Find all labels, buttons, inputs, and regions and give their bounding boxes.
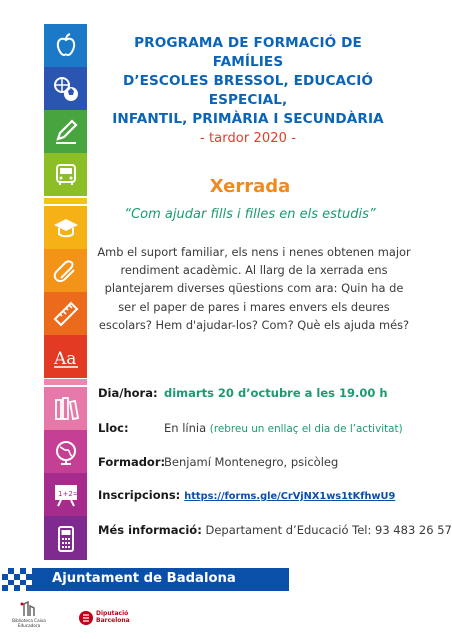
checker-pattern (2, 568, 32, 591)
talk-kind: Xerrada (209, 176, 291, 197)
season: - tardor 2020 - (199, 131, 297, 146)
signup-link[interactable]: https://forms.gle/CrVjNX1ws1tKfhwU9 (184, 491, 396, 502)
graduation-cap-icon (44, 206, 87, 249)
program-title-line-3: INFANTIL, PRIMÀRIA I SECUNDÀRIA (112, 111, 384, 127)
signup-label: Inscripcions: (98, 488, 181, 502)
svg-text:Aa: Aa (53, 348, 76, 369)
date-value: dimarts 20 d’octubre a les 19.00 h (164, 386, 388, 400)
program-title-line-2: D’ESCOLES BRESSOL, EDUCACIÓ ESPECIAL, (122, 73, 374, 108)
globe-icon (44, 430, 87, 473)
apple-icon (44, 24, 87, 67)
place-row (98, 421, 403, 435)
library-logo-icon (12, 600, 46, 618)
library-logo-text: Biblioteca Caixa Educadora (12, 618, 46, 628)
school-bus-icon (44, 153, 87, 196)
diputacio-logo-text: Diputació Barcelona (96, 610, 130, 624)
place-value: En línia (164, 421, 207, 435)
talk-title: “Com ajudar fills i filles en els estudis” (124, 207, 376, 222)
svg-text:1+2=: 1+2= (57, 489, 79, 498)
pencil-icon (44, 110, 87, 153)
font-aa-icon (44, 335, 87, 378)
talk-description: Amb el suport familiar, els nens i nenes obtenen major rendiment acadèmic. Al llarg de la xerrada ens plantejarem diverses qüestions com ara: Quin ha de ser el paper de pares i mares envers els deures escolars? Hem d'ajudar-los? Com? Què els ajuda més? (97, 245, 411, 332)
diputacio-logo-icon (78, 610, 94, 626)
date-label: Dia/hora: (98, 386, 158, 400)
paperclip-icon (44, 249, 87, 292)
blackboard-icon (44, 473, 87, 516)
trainer-row (98, 455, 339, 469)
more-info-value: Departament d’Educació Tel: 93 483 26 57 (205, 523, 452, 537)
trainer-label: Formador: (98, 455, 166, 469)
signup-row (98, 488, 395, 502)
date-row (98, 386, 388, 400)
more-info-row (98, 523, 452, 537)
diputacio-logo (78, 600, 138, 634)
place-label: Lloc: (98, 421, 129, 435)
more-info-label: Més informació: (98, 523, 202, 537)
calculator-icon (44, 517, 87, 560)
color-bar-yellow (44, 198, 87, 204)
program-title (98, 34, 398, 148)
sports-balls-icon (44, 67, 87, 110)
place-note: (rebreu un enllaç el dia de l’activitat) (209, 423, 403, 435)
program-title-line-1: PROGRAMA DE FORMACIÓ DE FAMÍLIES (134, 35, 362, 70)
municipality-banner (2, 568, 289, 591)
books-icon (44, 387, 87, 430)
municipality-name: Ajuntament de Badalona (52, 571, 236, 586)
color-bar-pink (44, 379, 87, 385)
trainer-value: Benjamí Montenegro, psicòleg (164, 455, 339, 469)
library-logo (12, 600, 46, 634)
ruler-icon (44, 292, 87, 335)
